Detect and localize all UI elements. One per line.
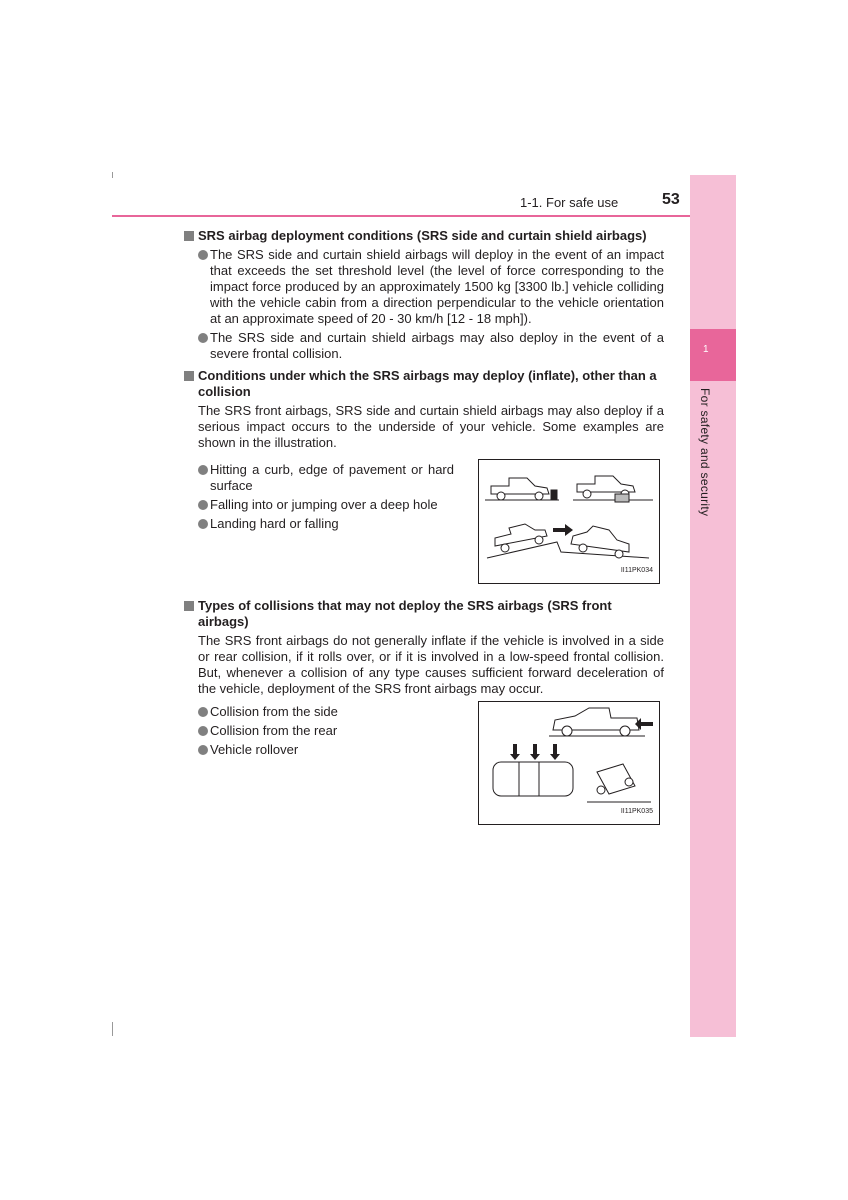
bullet-dot-icon [198,250,208,260]
chapter-number: 1 [703,344,709,355]
rear-collision-truck-icon [549,708,645,736]
list-item: Collision from the rear [184,723,454,739]
header-rule [112,215,690,217]
truck-curb-impact-icon [573,476,653,502]
square-bullet-icon [184,231,194,241]
illustration-row [184,459,664,584]
side-tab [690,175,736,1037]
list-item: Hitting a curb, edge of pavement or hard surface [184,462,454,494]
figure-code: II11PK034 [620,567,653,574]
figure-code: II11PK035 [620,808,653,815]
crop-mark [112,1022,113,1036]
chapter-title: For safety and security [698,388,712,517]
section-heading: Types of collisions that may not deploy the SRS airbags (SRS front airbags) [184,598,664,630]
bullet-dot-icon [198,333,208,343]
non-deploy-collision-illustration [478,701,660,825]
list-item: Falling into or jumping over a deep hole [184,497,454,513]
section-heading: SRS airbag deployment conditions (SRS side and curtain shield airbags) [184,228,664,244]
page-number: 53 [662,191,680,208]
list-item: Vehicle rollover [184,742,454,758]
list-item: Collision from the side [184,704,454,720]
arrow-icon [553,524,573,536]
underbody-impact-illustration [478,459,660,584]
side-tab-active-marker [690,329,736,381]
section-label: 1-1. For safe use [520,195,619,210]
bullet-dot-icon [198,500,208,510]
side-arrows-icon [510,744,560,760]
paragraph: The SRS front airbags do not generally inflate if the vehicle is involved in a side or rear collision, if it rolls over, or if it is involved in a low-speed frontal collision. But, whenever a collision of any type causes sufficient forward deceleration of the vehicle, deployment of the SRS front airbags may occur. [198,633,664,696]
bullet-dot-icon [198,707,208,717]
list-item: The SRS side and curtain shield airbags may also deploy in the event of a severe frontal collision. [184,330,664,362]
list-item: The SRS side and curtain shield airbags will deploy in the event of an impact that exceeds the set threshold level (the level of force corresponding to the impact force produced by an approximately 1500 kg [3300 lb.] vehicle colliding with the vehicle cabin from a direction perpendicular to the vehicle orientation at an approximate speed of 20 - 30 km/h [12 - 18 mph]). [184,247,664,327]
square-bullet-icon [184,601,194,611]
paragraph: The SRS front airbags, SRS side and curtain shield airbags may also deploy if a serious impact occurs to the underside of your vehicle. Some examples are shown in the illustration. [198,403,664,450]
truck-hitting-curb-icon [485,478,559,500]
bullet-dot-icon [198,726,208,736]
side-collision-truck-top-view-icon [493,762,573,796]
illustration-row [184,701,664,825]
section-heading: Conditions under which the SRS airbags may deploy (inflate), other than a collision [184,368,664,400]
bullet-dot-icon [198,745,208,755]
list-item: Landing hard or falling [184,516,454,532]
crop-mark [112,172,113,178]
bullet-dot-icon [198,465,208,475]
rollover-truck-icon [587,764,651,802]
page-content [184,222,664,825]
bullet-dot-icon [198,519,208,529]
square-bullet-icon [184,371,194,381]
